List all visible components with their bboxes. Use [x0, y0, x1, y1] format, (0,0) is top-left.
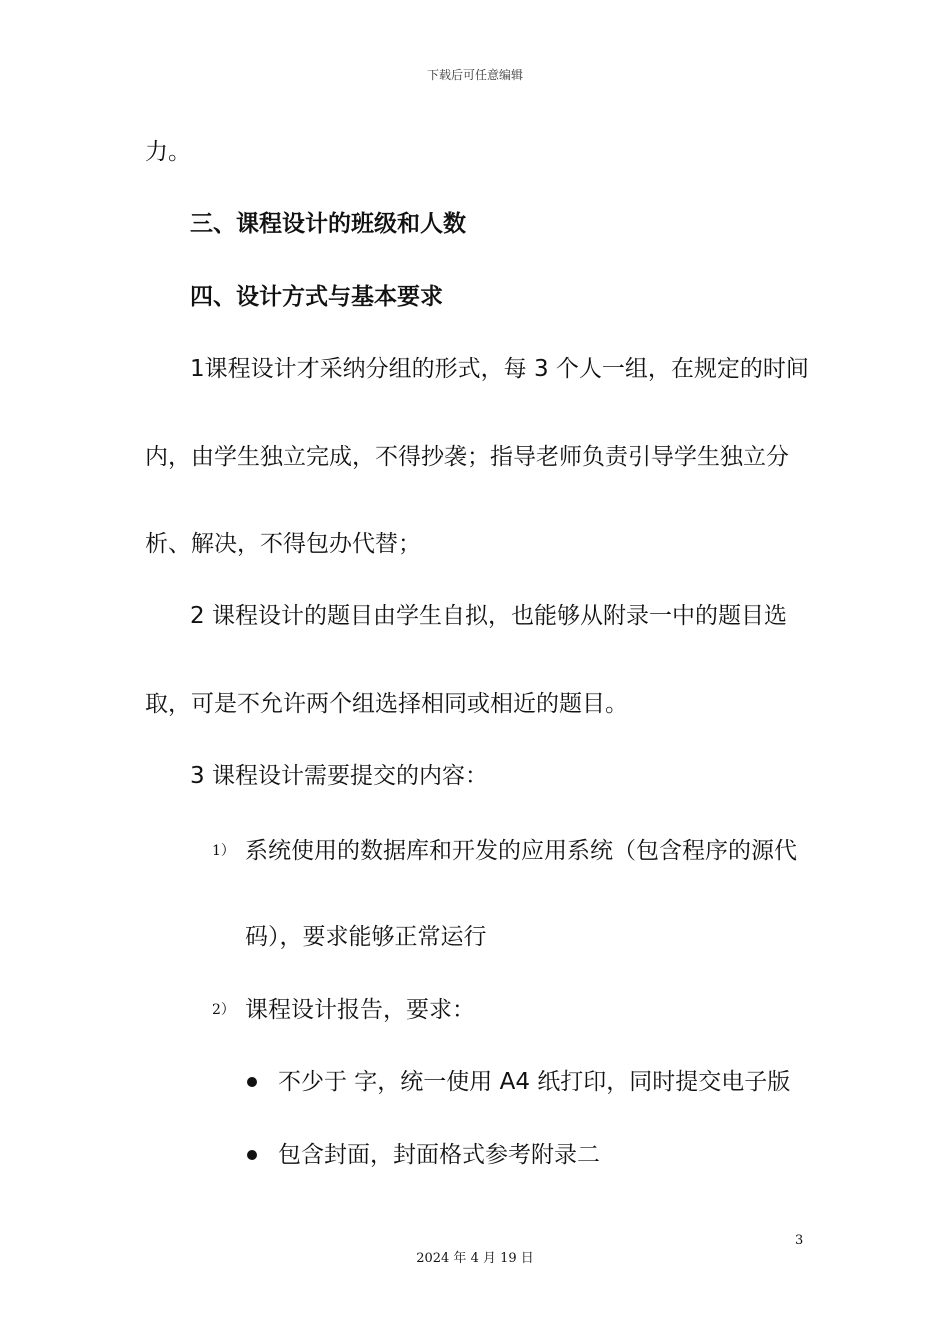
paragraph-line: 取，可是不允许两个组选择相同或相近的题目。 [145, 691, 628, 717]
page-header: 下载后可任意编辑 [426, 68, 523, 82]
page-number: 3 [795, 1233, 804, 1248]
bullet-dot [247, 1077, 257, 1087]
paragraph-line: 力。 [145, 139, 191, 165]
section-heading-4: 四、设计方式与基本要求 [190, 284, 443, 310]
paragraph-line: 2 课程设计的题目由学生自拟，也能够从附录一中的题目选 [190, 603, 787, 629]
bullet-dot [247, 1150, 257, 1160]
paragraph-line: 析、解决，不得包办代替； [145, 531, 421, 557]
bullet-text: 不少于 字，统一使用 A4 纸打印，同时提交电子版 [278, 1069, 791, 1095]
footer-date: 2024 年 4 月 19 日 [416, 1251, 534, 1266]
list-number: 2） [212, 1002, 235, 1018]
list-item-text: 课程设计报告，要求： [245, 997, 475, 1023]
list-number: 1） [212, 843, 235, 859]
bullet-text: 包含封面，封面格式参考附录二 [278, 1142, 600, 1168]
paragraph-line: 3 课程设计需要提交的内容： [190, 763, 488, 789]
section-heading-3: 三、课程设计的班级和人数 [190, 211, 466, 237]
list-item-text: 系统使用的数据库和开发的应用系统（包含程序的源代 [245, 838, 797, 864]
paragraph-line: 1课程设计才采纳分组的形式，每 3 个人一组，在规定的时间 [190, 356, 809, 382]
list-item-text: 码），要求能够正常运行 [245, 924, 487, 950]
paragraph-line: 内，由学生独立完成，不得抄袭；指导老师负责引导学生独立分 [145, 444, 789, 470]
